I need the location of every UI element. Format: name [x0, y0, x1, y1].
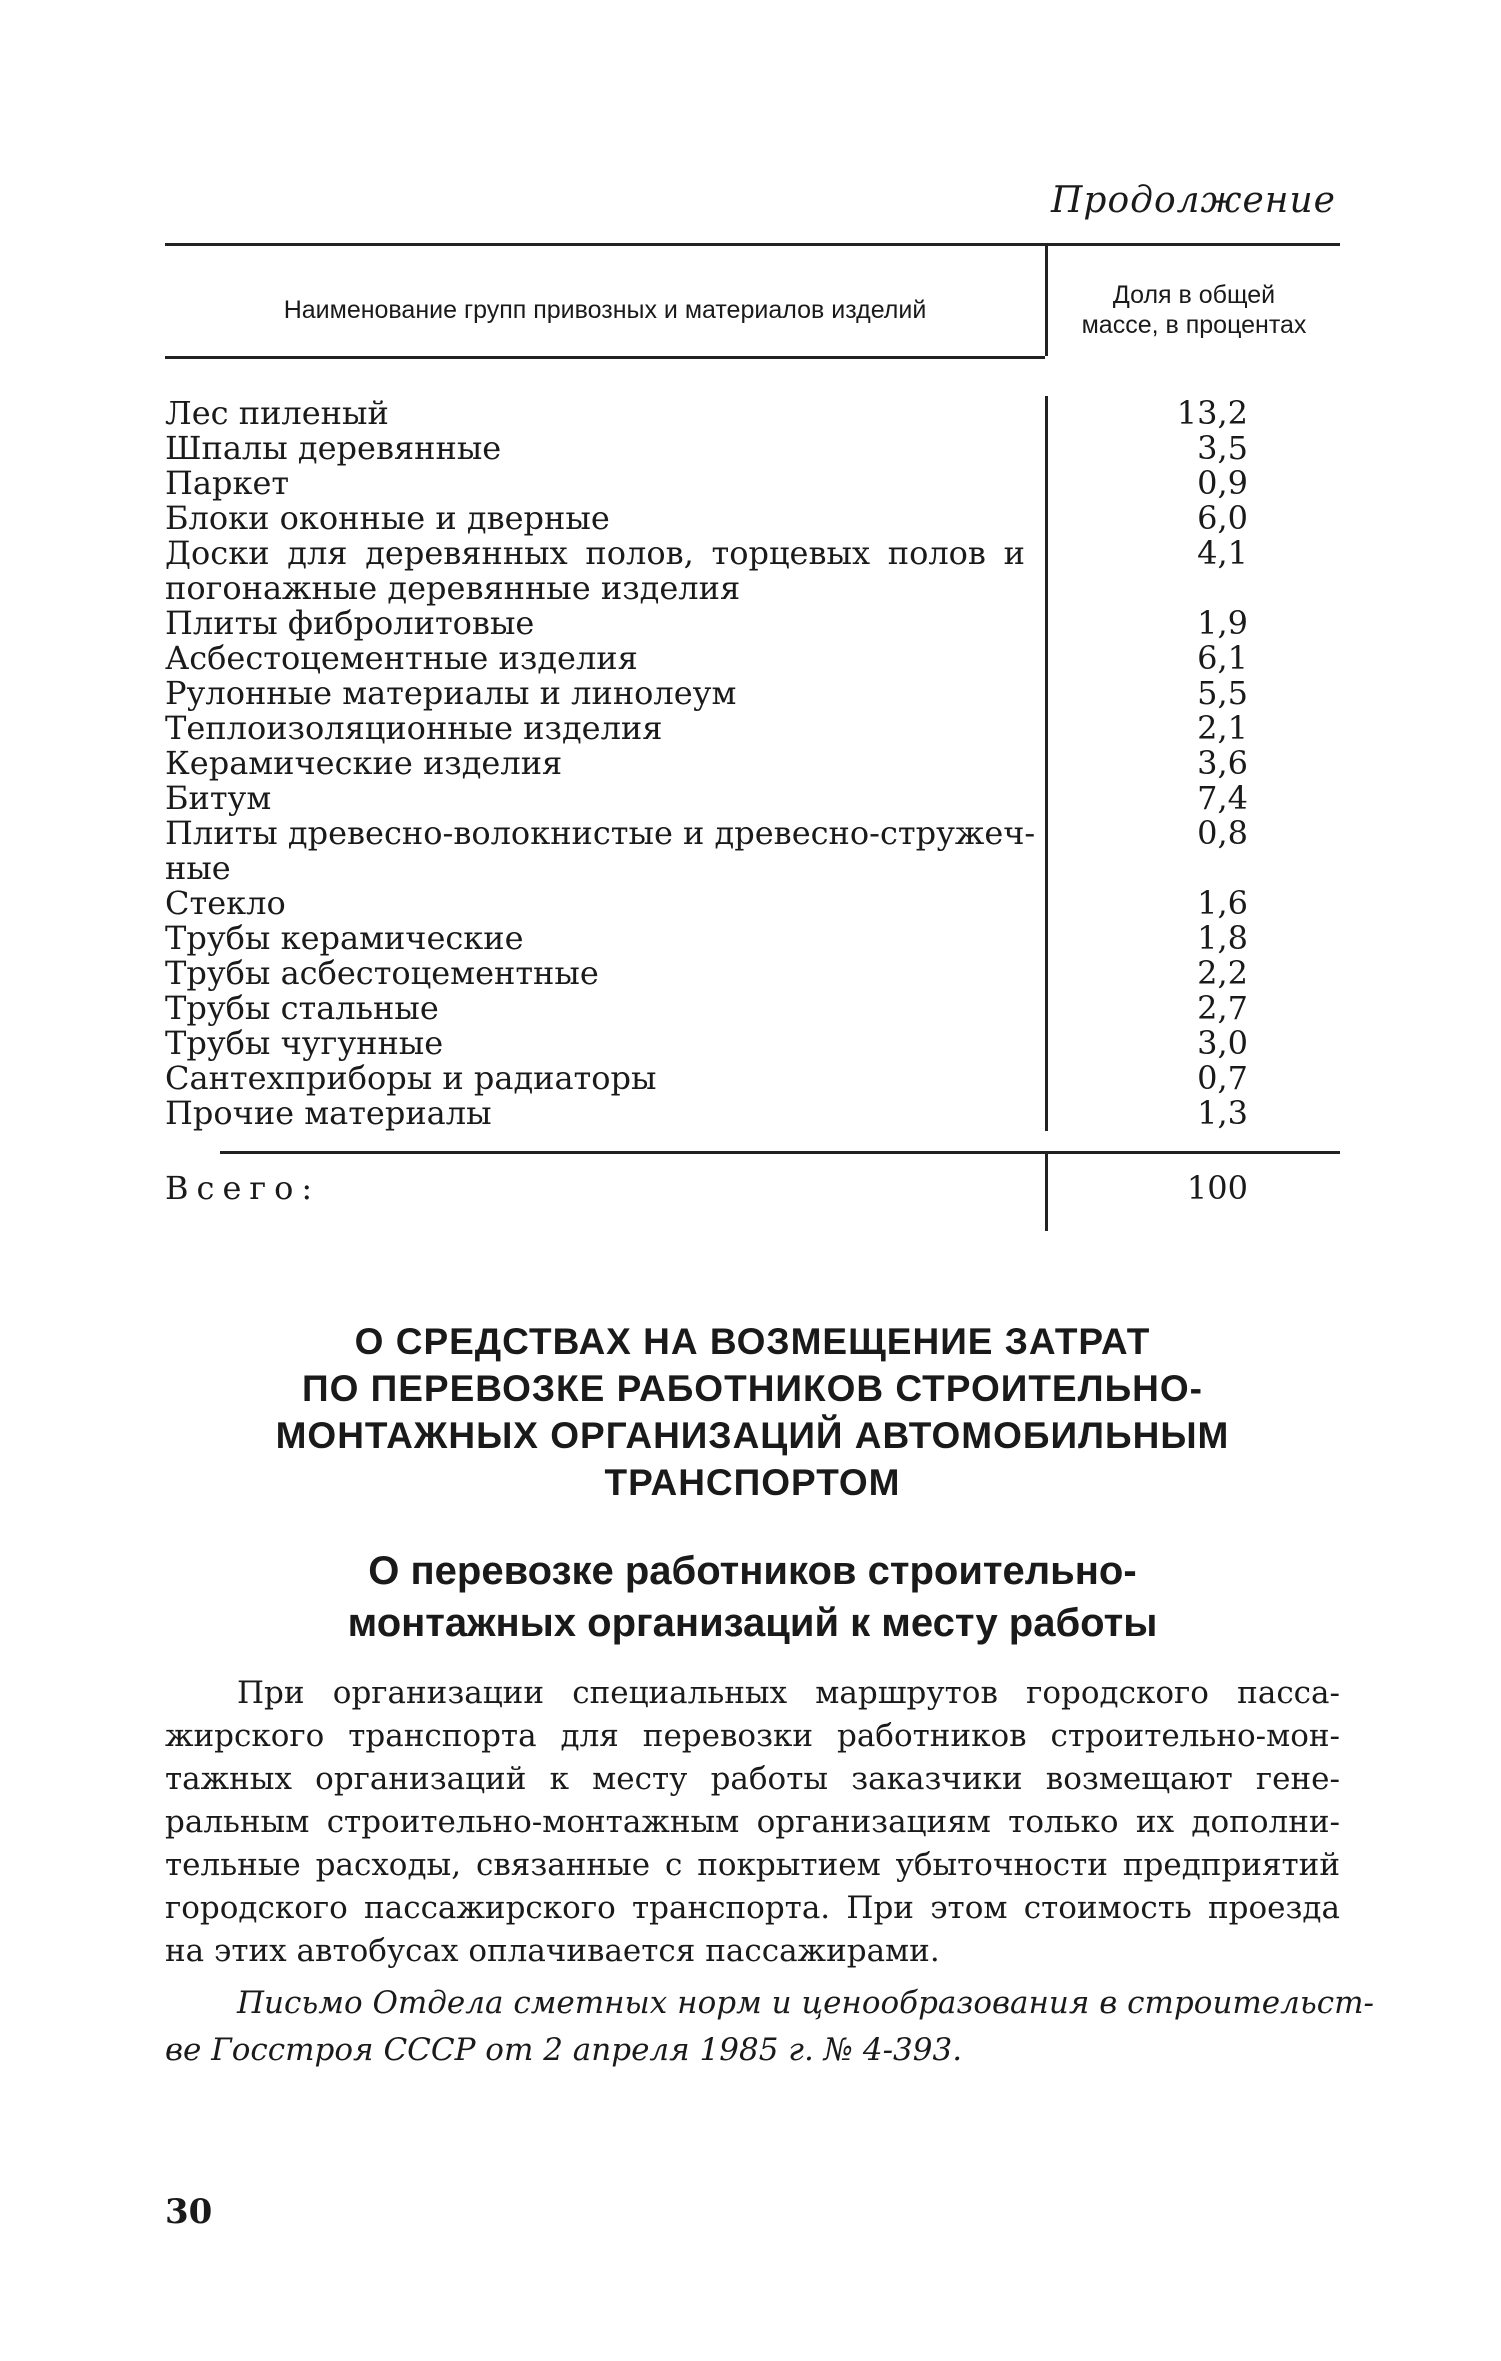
- table-row-value: 0,7: [1197, 1059, 1248, 1097]
- total-value-cell: [1048, 1151, 1340, 1231]
- page-number: 30: [165, 2192, 213, 2232]
- column-header-share: [1048, 246, 1340, 356]
- table-row-name: Плиты древесно-волокнистые и древесно-стружеч-: [165, 814, 1036, 852]
- table-row-name-continued: погонажные деревянные изделия: [165, 569, 741, 607]
- table-row-value: 3,5: [1197, 429, 1248, 467]
- table-row-value: 1,9: [1197, 604, 1248, 642]
- citation-line: Письмо Отдела сметных норм и ценообразования в строительст-: [237, 1985, 1374, 2021]
- table-row-name: Лес пиленый: [165, 394, 389, 432]
- table-row-value: 3,6: [1197, 744, 1248, 782]
- section-heading-line: ТРАНСПОРТОМ: [604, 1462, 901, 1503]
- subheading: [165, 1545, 1340, 1649]
- citation-line: ве Госстроя СССР от 2 апреля 1985 г. № 4-393.: [165, 2032, 963, 2068]
- table-row-name: Сантехприборы и радиаторы: [165, 1059, 657, 1097]
- table-row-name-continued: ные: [165, 849, 231, 887]
- table-row-name: Прочие материалы: [165, 1094, 492, 1132]
- table-row-name: Паркет: [165, 464, 290, 502]
- table-row-name: Доски для деревянных полов, торцевых полов и: [165, 534, 1025, 572]
- table-row-name: Трубы чугунные: [165, 1024, 444, 1062]
- table-row-value: 5,5: [1197, 674, 1248, 712]
- table-row-value: 7,4: [1197, 779, 1248, 817]
- table-row-value: 0,9: [1197, 464, 1248, 502]
- table-body: [165, 356, 1340, 1151]
- paragraph-line: ральным строительно-монтажным организациям только их дополни-: [165, 1804, 1340, 1840]
- column-header-name: Наименование групп привозных и материалов изделий: [283, 295, 927, 324]
- subheading-line: монтажных организаций к месту работы: [347, 1601, 1158, 1645]
- table-row-name: Плиты фибролитовые: [165, 604, 535, 642]
- table-row-name: Трубы стальные: [165, 989, 439, 1027]
- table-row-value: 6,0: [1197, 499, 1248, 537]
- table-row-value: 13,2: [1176, 394, 1248, 432]
- total-value: 100: [1186, 1169, 1248, 1207]
- section-heading-line: О СРЕДСТВАХ НА ВОЗМЕЩЕНИЕ ЗАТРАТ: [354, 1321, 1151, 1362]
- table-row-value: 1,6: [1197, 884, 1248, 922]
- paragraph-line: городского пассажирского транспорта. При этом стоимость проезда: [165, 1890, 1340, 1926]
- table-row-value: 4,1: [1197, 534, 1248, 572]
- table-row-value: 2,1: [1197, 709, 1248, 747]
- continued-label: Продолжение: [1051, 180, 1336, 221]
- table-row-value: 1,8: [1197, 919, 1248, 957]
- subheading-line: О перевозке работников строительно-: [368, 1549, 1137, 1593]
- paragraph-line: При организации специальных маршрутов городского пасса-: [237, 1675, 1340, 1711]
- paragraph-line: тельные расходы, связанные с покрытием убыточности предприятий: [165, 1847, 1340, 1883]
- table-row-value: 1,3: [1197, 1094, 1248, 1132]
- table-row-name: Блоки оконные и дверные: [165, 499, 610, 537]
- table-row-name: Стекло: [165, 884, 286, 922]
- share-header-line-2: массе, в процентах: [1081, 311, 1307, 339]
- value-column: [1048, 396, 1340, 1131]
- paragraph-line: жирского транспорта для перевозки работников строительно-мон-: [165, 1718, 1340, 1754]
- table-header: [165, 246, 1340, 356]
- materials-table: [165, 243, 1340, 1231]
- section-heading: [165, 1318, 1340, 1506]
- section-heading-line: МОНТАЖНЫХ ОРГАНИЗАЦИЙ АВТОМОБИЛЬНЫМ: [275, 1415, 1230, 1456]
- paragraph-line: на этих автобусах оплачивается пассажирами.: [165, 1933, 940, 1969]
- citation: [165, 1980, 1374, 2074]
- paragraph-line: тажных организаций к месту работы заказчики возмещают гене-: [165, 1761, 1340, 1797]
- table-total-row: [165, 1151, 1340, 1231]
- table-row-name: Битум: [165, 779, 272, 817]
- table-row-name: Трубы асбестоцементные: [165, 954, 599, 992]
- section-heading-line: ПО ПЕРЕВОЗКЕ РАБОТНИКОВ СТРОИТЕЛЬНО-: [301, 1368, 1203, 1409]
- table-row-name: Керамические изделия: [165, 744, 563, 782]
- body-paragraph: [165, 1672, 1340, 1973]
- table-row-value: 6,1: [1197, 639, 1248, 677]
- table-row-name: Трубы керамические: [165, 919, 524, 957]
- table-row-name: Шпалы деревянные: [165, 429, 502, 467]
- total-label: Всего:: [165, 1169, 321, 1207]
- table-row-value: 3,0: [1197, 1024, 1248, 1062]
- table-row-name: Теплоизоляционные изделия: [165, 709, 663, 747]
- table-row-value: 0,8: [1197, 814, 1248, 852]
- name-column: [165, 396, 1045, 1131]
- share-header-line-1: Доля в общей: [1112, 281, 1276, 309]
- table-row-value: 2,2: [1197, 954, 1248, 992]
- table-row-name: Рулонные материалы и линолеум: [165, 674, 737, 712]
- table-row-name: Асбестоцементные изделия: [165, 639, 638, 677]
- table-row-value: 2,7: [1197, 989, 1248, 1027]
